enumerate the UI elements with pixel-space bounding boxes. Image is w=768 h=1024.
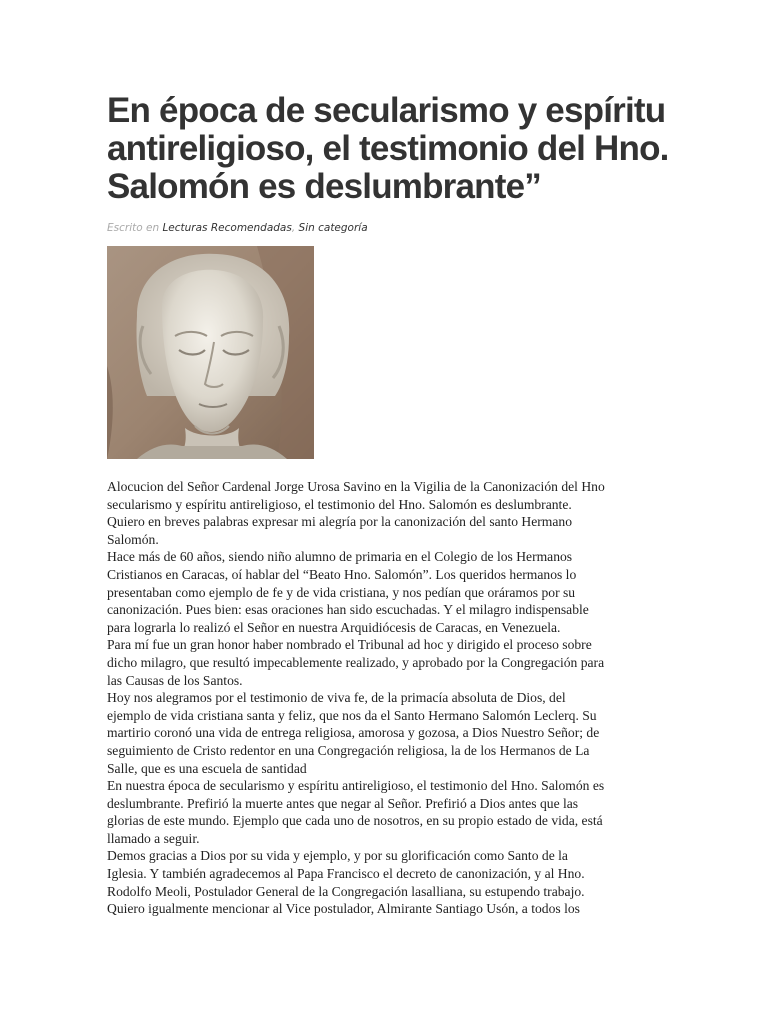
body-line: Rodolfo Meoli, Postulador General de la Congregación lasalliana, su estupendo trabajo. xyxy=(107,883,585,899)
body-line: presentaban como ejemplo de fe y de vida cristiana, y nos pedían que oráramos por su xyxy=(107,584,576,600)
article-body xyxy=(107,478,667,918)
category-link-sin-categoria[interactable]: Sin categoría xyxy=(298,222,368,234)
body-line: En nuestra época de secularismo y espíritu antireligioso, el testimonio del Hno. Salomón es xyxy=(107,778,605,794)
saint-bust-image xyxy=(107,246,314,459)
body-line: Hace más de 60 años, siendo niño alumno de primaria en el Colegio de los Hermanos xyxy=(107,549,573,565)
body-line: llamado a seguir. xyxy=(107,830,200,846)
body-line: seguimiento de Cristo redentor en una Congregación religiosa, la de los Hermanos de La xyxy=(107,742,590,758)
body-line: martirio coronó una vida de entrega religiosa, amorosa y gozosa, a Dios Nuestro Señor; de xyxy=(107,725,600,741)
article-meta xyxy=(107,221,368,235)
body-line: Salomón. xyxy=(107,531,159,547)
body-line: Iglesia. Y también agradecemos al Papa Francisco el decreto de canonización, y al Hno. xyxy=(107,866,585,882)
body-line: Para mí fue un gran honor haber nombrado el Tribunal ad hoc y dirigido el proceso sobre xyxy=(107,637,592,653)
body-line: las Causas de los Santos. xyxy=(107,672,243,688)
body-line: dicho milagro, que resultó impecablemente realizado, y aprobado por la Congregación para xyxy=(107,654,605,670)
category-link-lecturas-recomendadas[interactable]: Lecturas Recomendadas xyxy=(162,222,292,234)
body-line: Salle, que es una escuela de santidad xyxy=(107,760,307,776)
body-line: Quiero igualmente mencionar al Vice postulador, Almirante Santiago Usón, a todos los xyxy=(107,901,580,917)
body-line: ejemplo de vida cristiana santa y feliz, que nos da el Santo Hermano Salomón Leclerq. Su xyxy=(107,707,597,723)
body-line: Cristianos en Caracas, oí hablar del “Beato Hno. Salomón”. Los queridos hermanos lo xyxy=(107,566,577,582)
article-title: En época de secularismo y espíritu antireligioso, el testimonio del Hno. Salomón es deslumbrante” xyxy=(107,91,669,206)
body-line: secularismo y espíritu antireligioso, el testimonio del Hno. Salomón es deslumbrante. xyxy=(107,496,572,512)
body-line: Quiero en breves palabras expresar mi alegría por la canonización del santo Hermano xyxy=(107,514,573,530)
body-line: Demos gracias a Dios por su vida y ejemplo, y por su glorificación como Santo de la xyxy=(107,848,568,864)
meta-separator: , xyxy=(291,222,299,234)
body-line: deslumbrante. Prefirió la muerte antes que negar al Señor. Prefirió a Dios antes que las xyxy=(107,795,579,811)
body-line: canonización. Pues bien: esas oraciones han sido escuchadas. Y el milagro indispensable xyxy=(107,602,589,618)
body-line: para lograrla lo realizó el Señor en nuestra Arquidiócesis de Caracas, en Venezuela. xyxy=(107,619,561,635)
body-line: Hoy nos alegramos por el testimonio de viva fe, de la primacía absoluta de Dios, del xyxy=(107,690,566,706)
body-line: glorias de este mundo. Ejemplo que cada uno de nosotros, en su propio estado de vida, está xyxy=(107,813,603,829)
body-line: Alocucion del Señor Cardenal Jorge Urosa Savino en la Vigilia de la Canonización del Hno xyxy=(107,479,605,494)
meta-prefix: Escrito en xyxy=(107,222,160,234)
